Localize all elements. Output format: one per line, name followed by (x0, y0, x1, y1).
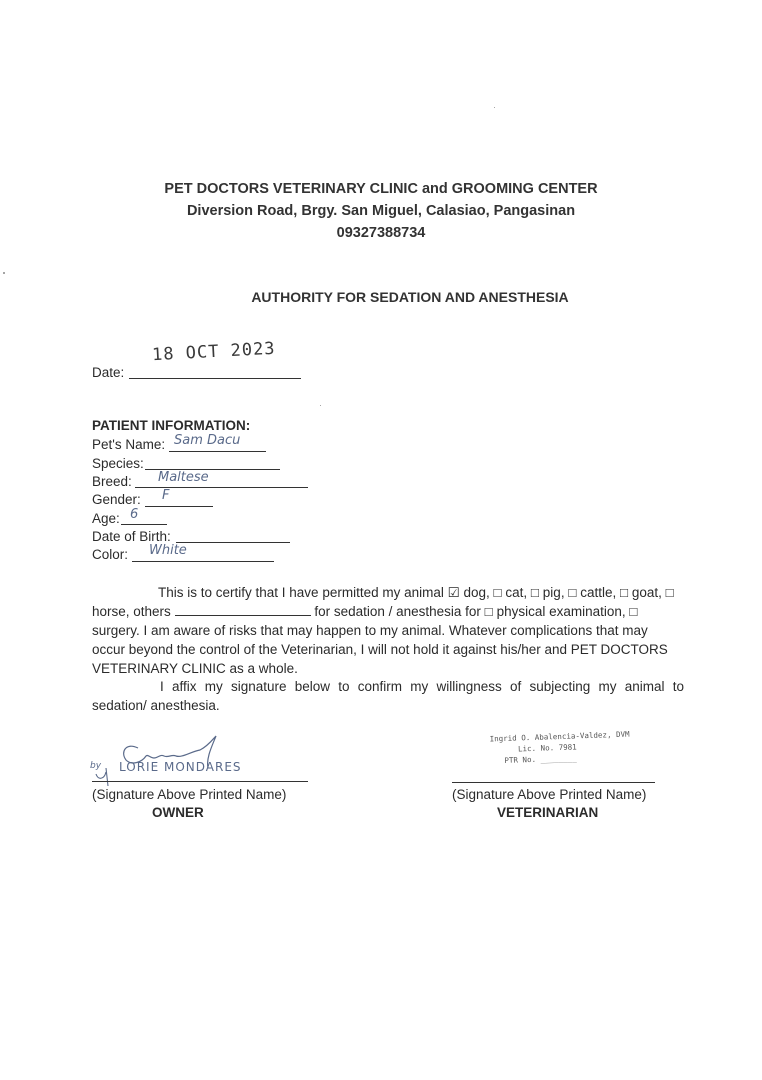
color-label: Color: (92, 547, 129, 562)
color-value: White (149, 543, 187, 558)
clinic-phone: 09327388734 (336, 225, 426, 241)
gender-label: Gender: (92, 492, 141, 507)
vet-stamp-license: Lic. No. 7981 (517, 742, 577, 754)
age-label: Age: (92, 511, 120, 526)
clinic-address: Diversion Road, Brgy. San Miguel, Calasiao, Pangasinan (186, 203, 576, 219)
breed-line (135, 487, 308, 488)
breed-value: Maltese (158, 470, 209, 485)
scan-speck (494, 107, 495, 108)
scan-speck (320, 405, 321, 406)
gender-line (145, 506, 213, 507)
vet-role: VETERINARIAN (497, 805, 599, 820)
others-line (175, 603, 311, 616)
vet-stamp (489, 729, 630, 767)
species-label: Species: (92, 456, 144, 471)
owner-role: OWNER (152, 805, 204, 820)
pet-name-line (169, 451, 266, 452)
vet-signature-caption: (Signature Above Printed Name) (452, 787, 647, 802)
patient-info-heading: PATIENT INFORMATION: (92, 418, 251, 433)
date-label: Date: (92, 365, 125, 380)
age-value: 6 (130, 507, 139, 522)
pet-name-label: Pet's Name: (92, 437, 166, 452)
date-stamp: 18 OCT 2023 (151, 338, 277, 366)
vet-stamp-ptr: PTR No. ________ (504, 753, 577, 765)
consent-paragraph (92, 583, 684, 678)
vet-signature-line (452, 782, 655, 783)
owner-signature-caption: (Signature Above Printed Name) (92, 787, 287, 802)
owner-signature-line (92, 781, 308, 782)
affirmation-text: I affix my signature below to confirm my willingness of subjecting my animal to sedation/ anesthesia. (92, 679, 684, 713)
clinic-name: PET DOCTORS VETERINARY CLINIC and GROOMING CENTER (164, 181, 598, 197)
pet-name-value: Sam Dacu (174, 433, 241, 448)
document-title: AUTHORITY FOR SEDATION AND ANESTHESIA (251, 289, 569, 305)
dob-line (176, 542, 290, 543)
color-line (132, 561, 274, 562)
owner-by-prefix: by (90, 761, 102, 771)
owner-printed-name: LORIE MONDARES (119, 760, 242, 774)
scan-speck (3, 272, 5, 274)
consent-text-part-1: This is to certify that I have permitted my animal ☑ dog, □ cat, □ pig, □ cattle, □ goat, □ horse, others (92, 585, 674, 619)
dob-label: Date of Birth: (92, 529, 171, 544)
gender-value: F (162, 488, 170, 503)
vet-stamp-name: Ingrid O. Abalencia-Valdez, DVM (489, 729, 630, 744)
affirmation-paragraph (92, 677, 684, 715)
age-line (121, 524, 167, 525)
consent-text-part-2: for sedation / anesthesia for □ physical examination, □ surgery. I am aware of risks that may happen to my animal. Whatever complications that may occur beyond the control of the Veterinarian, I will not hold it against his/her and PET DOCTORS VETERINARY CLINIC as a whole. (92, 604, 668, 676)
date-line (129, 378, 301, 379)
breed-label: Breed: (92, 474, 132, 489)
